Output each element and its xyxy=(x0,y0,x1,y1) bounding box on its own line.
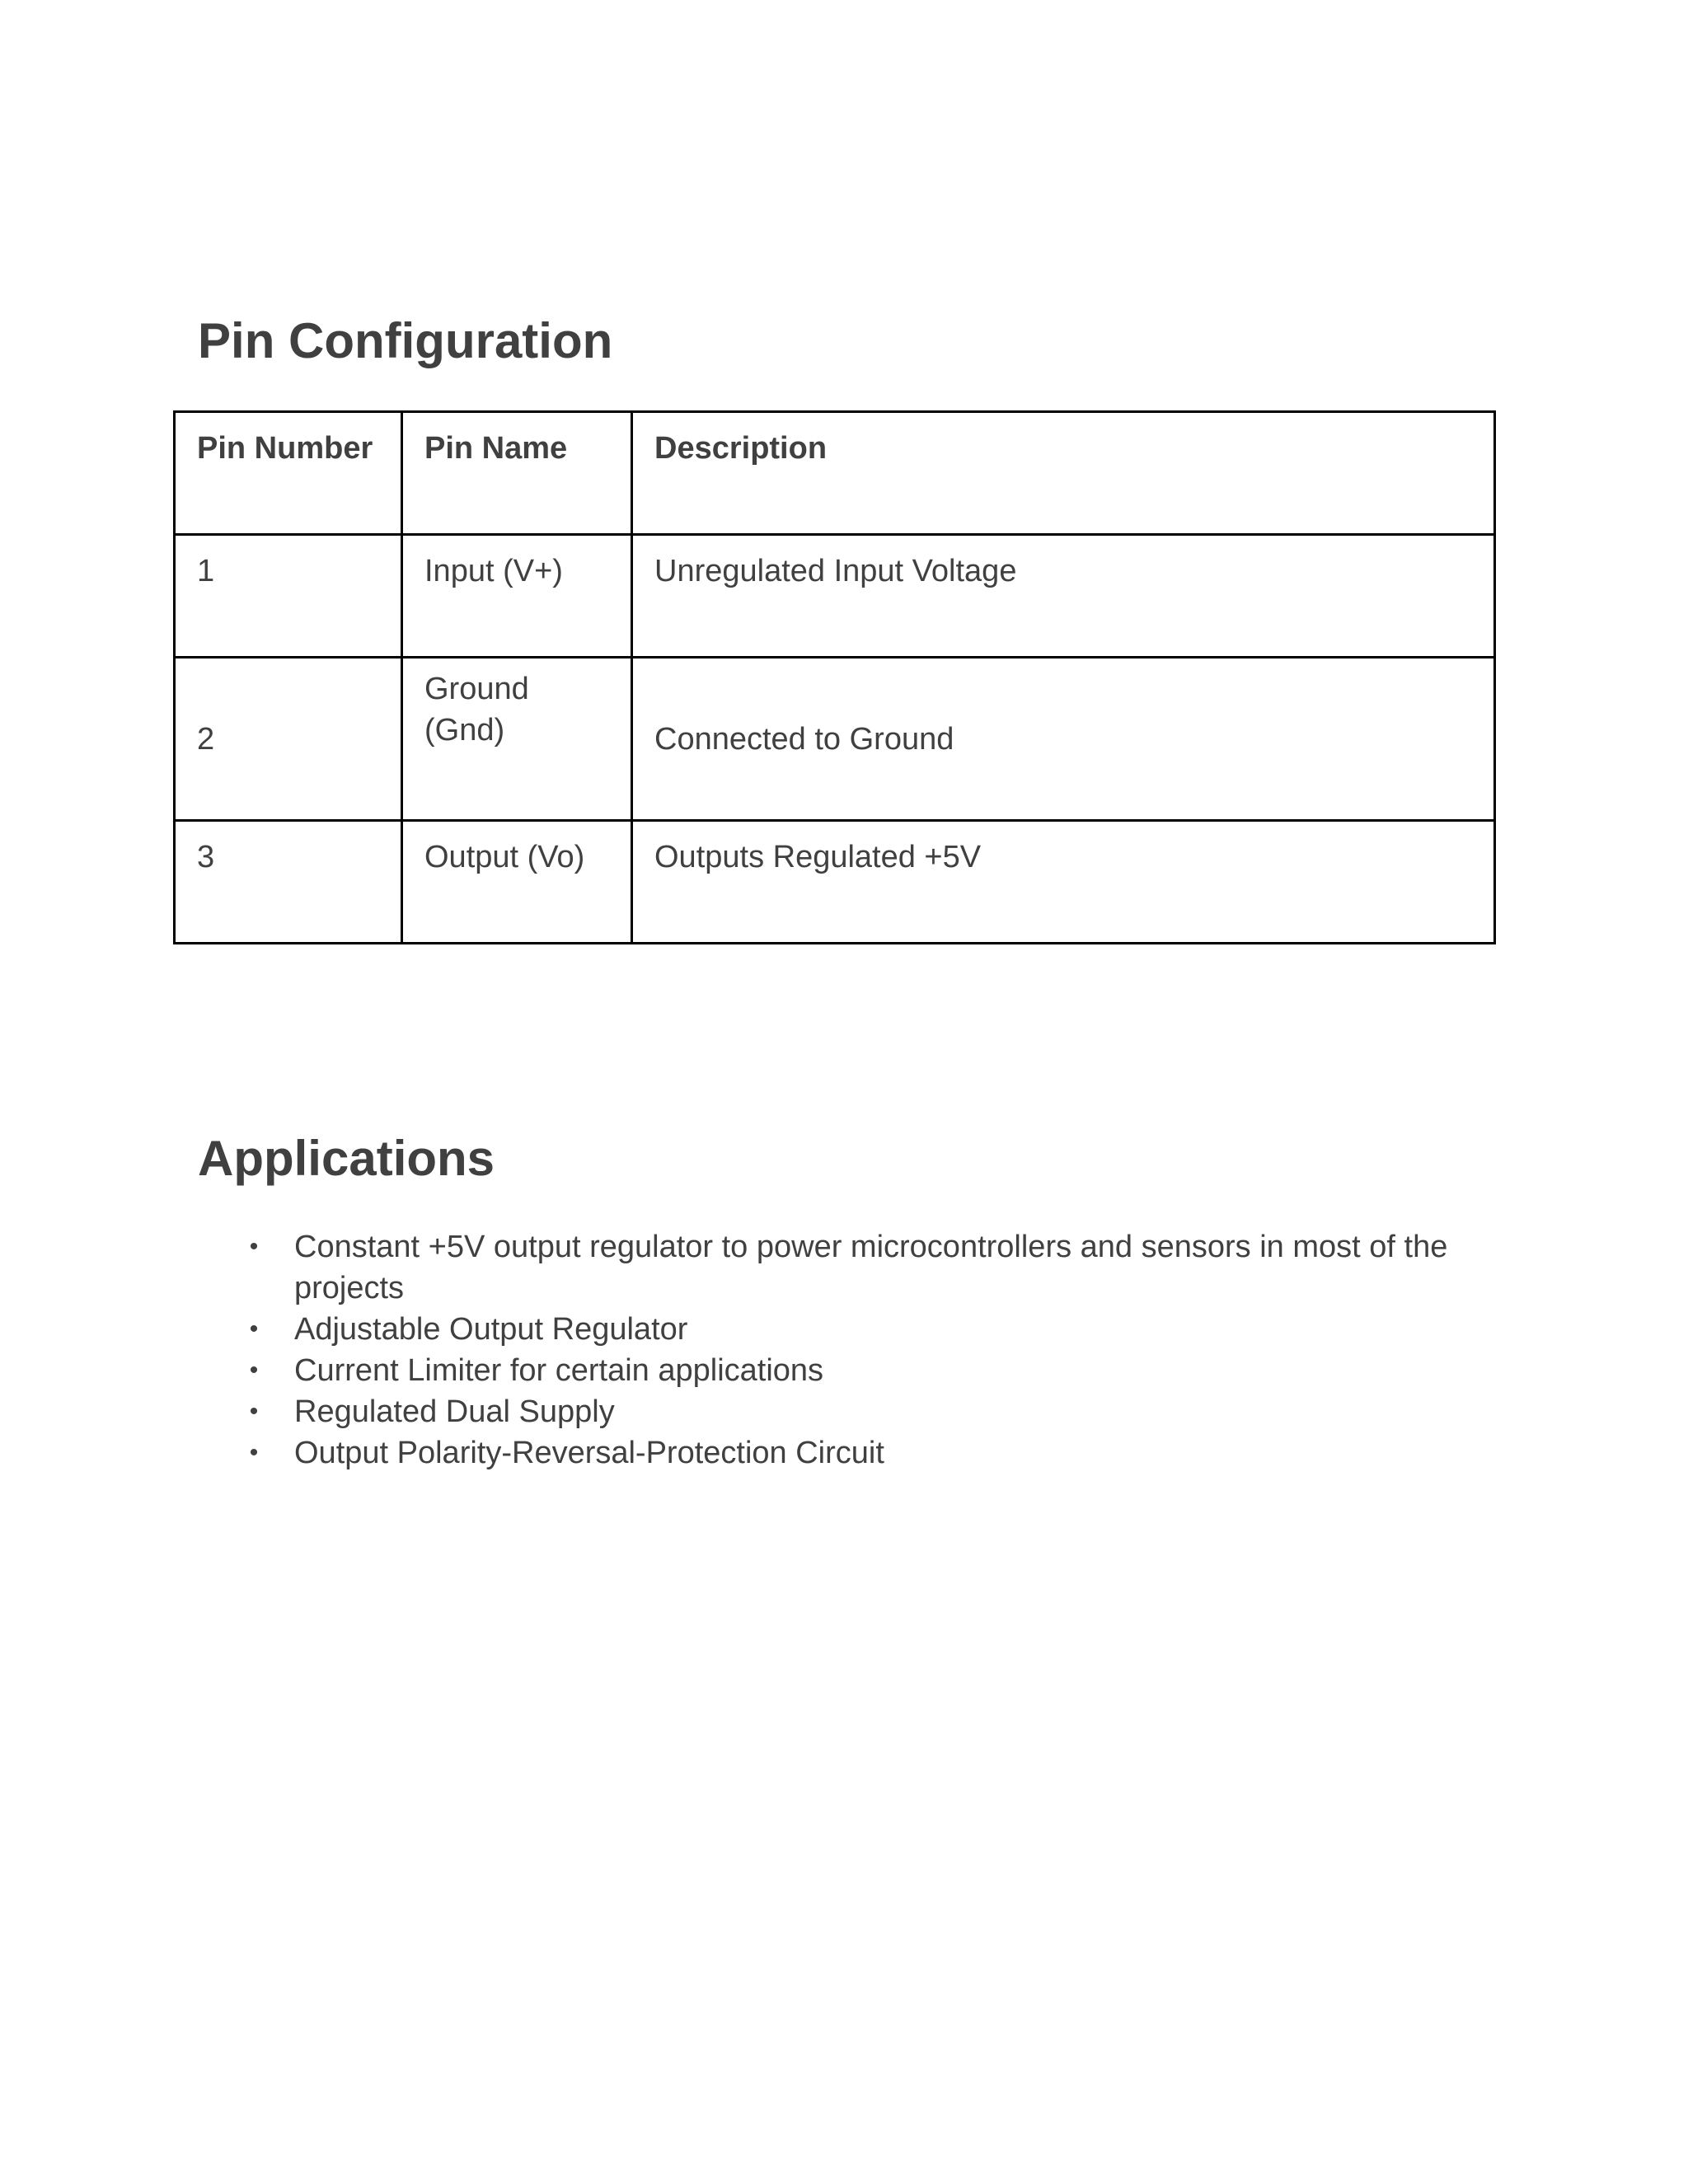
column-header-pin-number: Pin Number xyxy=(175,412,402,535)
list-item xyxy=(198,1226,1492,1309)
applications-list xyxy=(198,1226,1492,1474)
list-item xyxy=(198,1309,1492,1350)
pin-number-cell: 1 xyxy=(175,535,402,658)
pin-name-cell: Ground (Gnd) xyxy=(402,658,632,821)
pin-number-cell: 3 xyxy=(175,821,402,944)
list-item-text: Constant +5V output regulator to power microcontrollers and sensors in most of the projects xyxy=(294,1230,1448,1305)
table-row xyxy=(175,658,1495,821)
bullet-icon: • xyxy=(249,1439,259,1466)
pin-name-cell: Output (Vo) xyxy=(402,821,632,944)
list-item-text: Current Limiter for certain applications xyxy=(294,1353,824,1388)
description-cell: Connected to Ground xyxy=(632,658,1495,821)
pin-configuration-table xyxy=(173,410,1496,944)
pin-number-cell: 2 xyxy=(175,658,402,821)
list-item-text: Output Polarity-Reversal-Protection Circuit xyxy=(294,1436,884,1470)
bullet-icon: • xyxy=(249,1233,259,1260)
list-item xyxy=(198,1391,1492,1432)
list-item xyxy=(198,1432,1492,1474)
bullet-icon: • xyxy=(249,1398,259,1425)
applications-heading: Applications xyxy=(198,1131,495,1186)
bullet-icon: • xyxy=(249,1315,259,1343)
column-header-pin-name: Pin Name xyxy=(402,412,632,535)
bullet-icon: • xyxy=(249,1357,259,1384)
list-item-text: Adjustable Output Regulator xyxy=(294,1312,688,1347)
column-header-description: Description xyxy=(632,412,1495,535)
pin-configuration-heading: Pin Configuration xyxy=(198,313,613,368)
table-header-row xyxy=(175,412,1495,535)
table-row xyxy=(175,821,1495,944)
list-item xyxy=(198,1350,1492,1391)
description-cell: Unregulated Input Voltage xyxy=(632,535,1495,658)
pin-name-cell: Input (V+) xyxy=(402,535,632,658)
description-cell: Outputs Regulated +5V xyxy=(632,821,1495,944)
table-row xyxy=(175,535,1495,658)
list-item-text: Regulated Dual Supply xyxy=(294,1394,615,1429)
